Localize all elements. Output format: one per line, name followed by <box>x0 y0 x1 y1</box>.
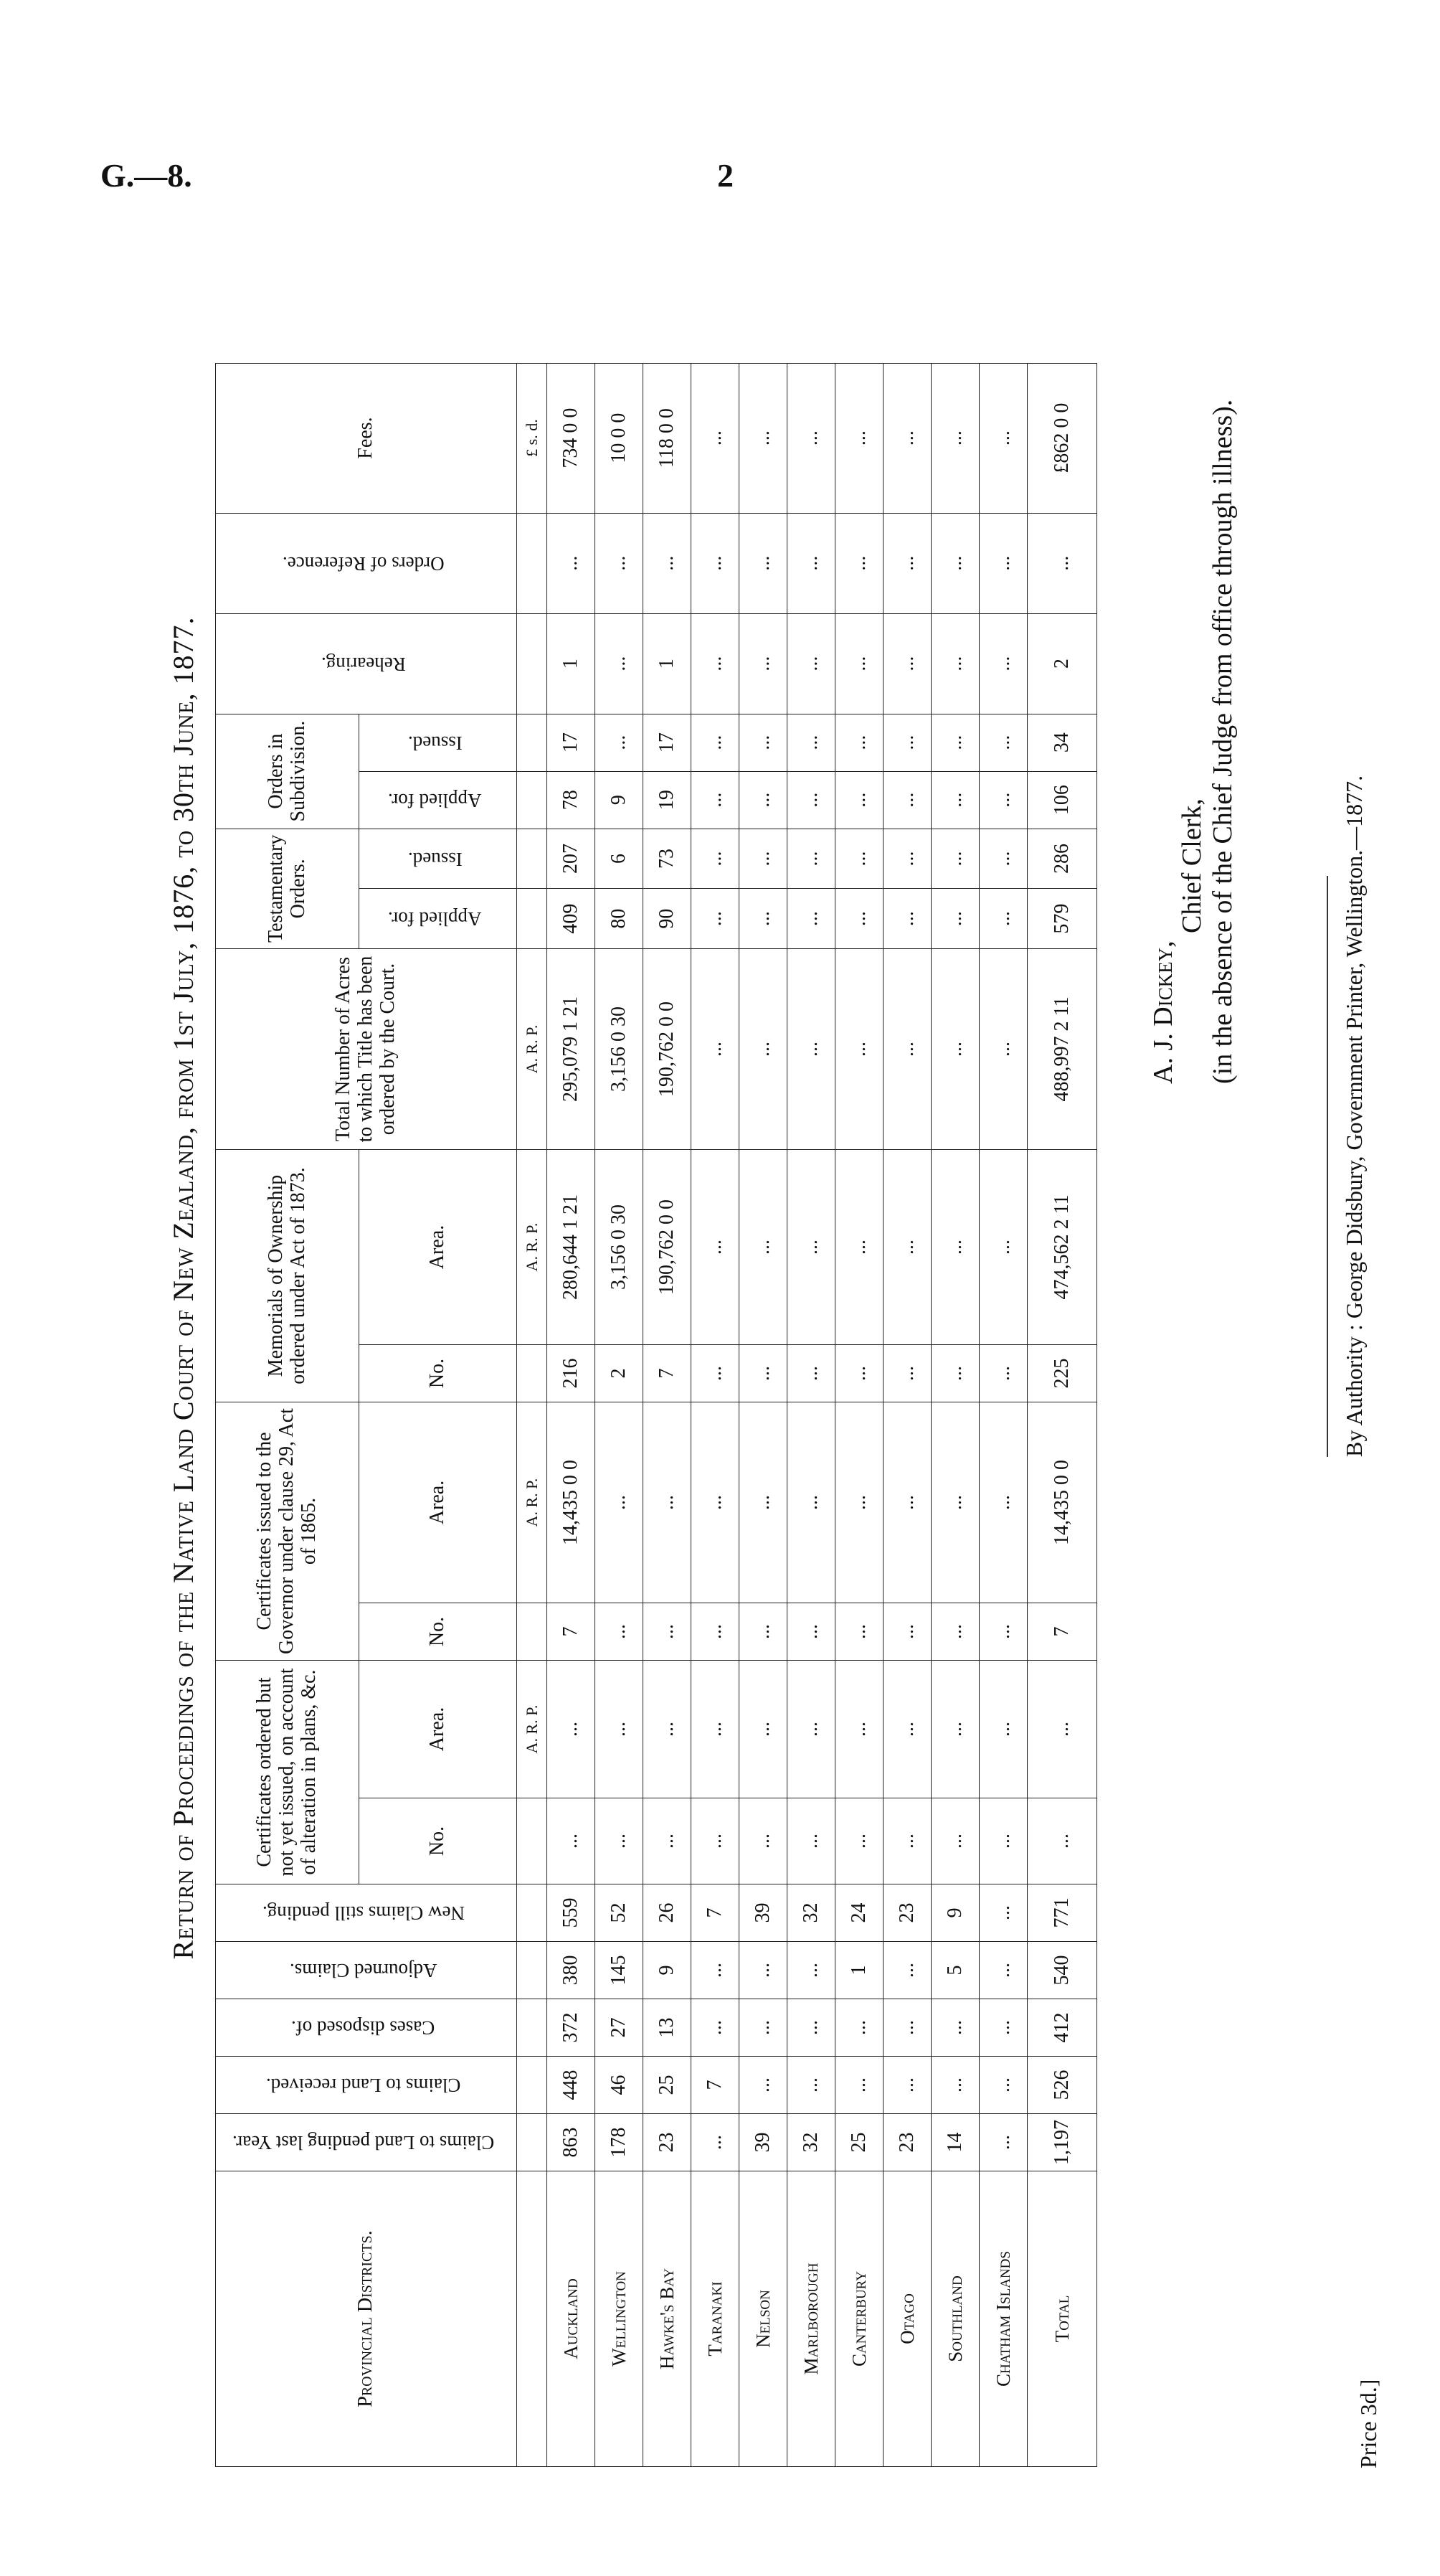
cell-gov-area: ... <box>980 1402 1028 1603</box>
district-name: Wellington <box>595 2171 643 2467</box>
cell-sub-issued: ... <box>787 714 835 771</box>
cell-mem-no: ... <box>835 1345 884 1402</box>
cell-pending: 178 <box>595 2114 643 2171</box>
cell-new-pending: 559 <box>547 1884 595 1942</box>
cell-total-area: ... <box>980 949 1028 1150</box>
cell-sub-issued: ... <box>739 714 787 771</box>
cell-disposed: ... <box>691 1999 739 2057</box>
cell-cert-no: ... <box>835 1798 884 1884</box>
col-testamentary: Testamentary Orders. <box>216 829 359 948</box>
cell-rehearing: 1 <box>547 613 595 714</box>
cell-gov-area: ... <box>932 1402 980 1603</box>
cell-reference: ... <box>980 513 1028 613</box>
col-disposed-head <box>216 1999 517 2057</box>
col-received-head <box>216 2057 517 2114</box>
signature-role: Chief Clerk, <box>1177 798 1207 933</box>
cell-pending: 23 <box>884 2114 932 2171</box>
cell-test-issued: ... <box>884 829 932 889</box>
col-districts: Provincial Districts. <box>216 2171 517 2467</box>
cell-mem-no: ... <box>932 1345 980 1402</box>
cell-new-pending: 23 <box>884 1884 932 1942</box>
cell-adjourned: 5 <box>932 1942 980 1999</box>
cell-cert-no: ... <box>691 1798 739 1884</box>
cell-received: 526 <box>1028 2057 1097 2114</box>
cell-sub-issued: ... <box>595 714 643 771</box>
cell-reference: ... <box>643 513 691 613</box>
district-name: Canterbury <box>835 2171 884 2467</box>
cell-gov-area: ... <box>739 1402 787 1603</box>
col-cert-ordered: Certificates ordered but not yet issued, on account of alteration in plans, &c. <box>216 1661 359 1884</box>
cell-cert-area: ... <box>595 1661 643 1798</box>
cell-new-pending: 9 <box>932 1884 980 1942</box>
col-adjourned: Adjourned Claims. <box>289 1960 437 1982</box>
cell-new-pending: 7 <box>691 1884 739 1942</box>
cell-mem-area: ... <box>980 1150 1028 1345</box>
cell-fees: 734 0 0 <box>547 363 595 513</box>
cell-new-pending: 771 <box>1028 1884 1097 1942</box>
cell-test-issued: 207 <box>547 829 595 889</box>
cell-gov-no: ... <box>787 1603 835 1661</box>
col-total-acres: Total Number of Acres to which Title has been ordered by the Court. <box>216 949 517 1150</box>
table-row <box>643 363 691 2466</box>
price-note: Price 3d.] <box>1355 2379 1381 2468</box>
cell-received: 25 <box>643 2057 691 2114</box>
cell-cert-area: ... <box>787 1661 835 1798</box>
col-cert-governor: Certificates issued to the Governor under clause 29, Act of 1865. <box>216 1402 359 1661</box>
cell-gov-no: 7 <box>547 1603 595 1661</box>
cell-mem-no: ... <box>739 1345 787 1402</box>
cell-test-applied: 409 <box>547 889 595 949</box>
cell-test-issued: 73 <box>643 829 691 889</box>
col-mem-no: No. <box>359 1345 517 1402</box>
cell-fees: ... <box>884 363 932 513</box>
col-adjourned-head <box>216 1942 517 1999</box>
cell-sub-applied: 19 <box>643 771 691 829</box>
cell-sub-issued: ... <box>980 714 1028 771</box>
cell-cert-no: ... <box>980 1798 1028 1884</box>
unit-total-area: A. R. P. <box>517 949 547 1150</box>
cell-total-area: ... <box>739 949 787 1150</box>
table-row <box>787 363 835 2466</box>
cell-received: ... <box>787 2057 835 2114</box>
district-name: Otago <box>884 2171 932 2467</box>
cell-cert-no: ... <box>1028 1798 1097 1884</box>
cell-sub-applied: 106 <box>1028 771 1097 829</box>
cell-sub-issued: ... <box>884 714 932 771</box>
cell-test-issued: ... <box>835 829 884 889</box>
printer-imprint: By Authority : George Didsbury, Government Printer, Wellington.—1877. <box>1341 775 1367 1457</box>
col-pending: Claims to Land pending last Year. <box>232 2132 495 2154</box>
cell-received: 46 <box>595 2057 643 2114</box>
cell-cert-area: ... <box>884 1661 932 1798</box>
unit-cert-area: A. R. P. <box>517 1661 547 1798</box>
cell-gov-no: 7 <box>1028 1603 1097 1661</box>
cell-reference: ... <box>547 513 595 613</box>
cell-fees: 10 0 0 <box>595 363 643 513</box>
cell-cert-no: ... <box>643 1798 691 1884</box>
cell-total-area: ... <box>835 949 884 1150</box>
cell-disposed: ... <box>932 1999 980 2057</box>
cell-received: ... <box>980 2057 1028 2114</box>
cell-mem-no: ... <box>787 1345 835 1402</box>
col-cert-no: No. <box>359 1798 517 1884</box>
cell-reference: ... <box>932 513 980 613</box>
table-title: Return of Proceedings of the Native Land Court of New Zealand, from 1st July, 1876, to 30th June, 1877. <box>167 616 199 1960</box>
col-rehearing-head <box>216 613 517 714</box>
cell-gov-area: ... <box>787 1402 835 1603</box>
cell-pending: ... <box>691 2114 739 2171</box>
cell-cert-area: ... <box>980 1661 1028 1798</box>
cell-new-pending: 26 <box>643 1884 691 1942</box>
cell-mem-area: ... <box>884 1150 932 1345</box>
col-test-applied-head <box>359 889 517 949</box>
col-rehearing: Rehearing. <box>321 653 406 675</box>
cell-adjourned: ... <box>884 1942 932 1999</box>
cell-cert-area: ... <box>932 1661 980 1798</box>
cell-gov-no: ... <box>643 1603 691 1661</box>
cell-total-area: ... <box>884 949 932 1150</box>
cell-reference: ... <box>739 513 787 613</box>
cell-disposed: ... <box>980 1999 1028 2057</box>
cell-rehearing: ... <box>932 613 980 714</box>
cell-total-area: 190,762 0 0 <box>643 949 691 1150</box>
cell-mem-area: 190,762 0 0 <box>643 1150 691 1345</box>
cell-gov-no: ... <box>980 1603 1028 1661</box>
cell-gov-no: ... <box>932 1603 980 1661</box>
cell-sub-applied: ... <box>739 771 787 829</box>
cell-adjourned: 9 <box>643 1942 691 1999</box>
cell-mem-area: ... <box>835 1150 884 1345</box>
cell-rehearing: 2 <box>1028 613 1097 714</box>
page-number: 2 <box>717 157 734 194</box>
cell-reference: ... <box>1028 513 1097 613</box>
cell-total-area: ... <box>787 949 835 1150</box>
col-gov-no: No. <box>359 1603 517 1661</box>
unit-mem-area: A. R. P. <box>517 1150 547 1345</box>
cell-sub-applied: ... <box>787 771 835 829</box>
cell-fees: ... <box>932 363 980 513</box>
table-row <box>739 363 787 2466</box>
cell-test-applied: 579 <box>1028 889 1097 949</box>
cell-disposed: 13 <box>643 1999 691 2057</box>
col-reference-head <box>216 513 517 613</box>
cell-test-issued: ... <box>787 829 835 889</box>
cell-mem-no: ... <box>884 1345 932 1402</box>
col-new-pending: New Claims still pending. <box>262 1902 465 1925</box>
cell-pending: 14 <box>932 2114 980 2171</box>
cell-cert-no: ... <box>595 1798 643 1884</box>
cell-cert-no: ... <box>932 1798 980 1884</box>
cell-gov-area: ... <box>835 1402 884 1603</box>
cell-disposed: ... <box>739 1999 787 2057</box>
cell-cert-area: ... <box>547 1661 595 1798</box>
cell-reference: ... <box>835 513 884 613</box>
cell-rehearing: ... <box>739 613 787 714</box>
col-sub-applied: Applied for. <box>388 789 482 811</box>
cell-fees: ... <box>980 363 1028 513</box>
cell-sub-applied: ... <box>932 771 980 829</box>
cell-test-issued: ... <box>739 829 787 889</box>
col-mem-area: Area. <box>359 1150 517 1345</box>
col-test-issued-head <box>359 829 517 889</box>
cell-adjourned: 145 <box>595 1942 643 1999</box>
cell-sub-issued: 34 <box>1028 714 1097 771</box>
cell-sub-applied: ... <box>691 771 739 829</box>
cell-fees: ... <box>691 363 739 513</box>
cell-cert-area: ... <box>739 1661 787 1798</box>
cell-mem-no: ... <box>980 1345 1028 1402</box>
cell-new-pending: 52 <box>595 1884 643 1942</box>
cell-test-applied: ... <box>932 889 980 949</box>
cell-test-applied: ... <box>787 889 835 949</box>
cell-test-applied: 90 <box>643 889 691 949</box>
signature-note: (in the absence of the Chief Judge from office through illness). <box>1208 399 1238 1084</box>
cell-new-pending: 39 <box>739 1884 787 1942</box>
cell-adjourned: 540 <box>1028 1942 1097 1999</box>
col-subdivision: Orders in Subdivision. <box>216 714 359 829</box>
district-name: Marlborough <box>787 2171 835 2467</box>
col-received: Claims to Land received. <box>265 2075 461 2097</box>
signature-name: A. J. Dickey, <box>1148 940 1178 1084</box>
cell-sub-issued: 17 <box>547 714 595 771</box>
cell-gov-area: 14,435 0 0 <box>1028 1402 1097 1603</box>
district-name: Total <box>1028 2171 1097 2467</box>
unit-fees: £ s. d. <box>517 363 547 513</box>
cell-mem-no: 225 <box>1028 1345 1097 1402</box>
cell-total-area: ... <box>932 949 980 1150</box>
cell-rehearing: ... <box>884 613 932 714</box>
cell-received: ... <box>932 2057 980 2114</box>
cell-fees: £862 0 0 <box>1028 363 1097 513</box>
cell-cert-no: ... <box>787 1798 835 1884</box>
cell-mem-area: ... <box>739 1150 787 1345</box>
cell-test-applied: ... <box>835 889 884 949</box>
table-row <box>547 363 595 2466</box>
cell-gov-no: ... <box>884 1603 932 1661</box>
cell-reference: ... <box>884 513 932 613</box>
cell-test-applied: ... <box>884 889 932 949</box>
cell-gov-area: 14,435 0 0 <box>547 1402 595 1603</box>
cell-mem-no: 2 <box>595 1345 643 1402</box>
district-name: Taranaki <box>691 2171 739 2467</box>
cell-pending: 1,197 <box>1028 2114 1097 2171</box>
cell-rehearing: ... <box>835 613 884 714</box>
cell-total-area: ... <box>691 949 739 1150</box>
cell-mem-area: 474,562 2 11 <box>1028 1150 1097 1345</box>
cell-pending: 32 <box>787 2114 835 2171</box>
cell-cert-area: ... <box>691 1661 739 1798</box>
cell-cert-area: ... <box>835 1661 884 1798</box>
cell-received: ... <box>884 2057 932 2114</box>
cell-pending: 23 <box>643 2114 691 2171</box>
cell-mem-area: ... <box>691 1150 739 1345</box>
table-row <box>884 363 932 2466</box>
cell-test-issued: ... <box>980 829 1028 889</box>
cell-adjourned: ... <box>980 1942 1028 1999</box>
cell-test-issued: ... <box>932 829 980 889</box>
cell-fees: ... <box>787 363 835 513</box>
cell-mem-area: 3,156 0 30 <box>595 1150 643 1345</box>
cell-reference: ... <box>691 513 739 613</box>
cell-gov-area: ... <box>595 1402 643 1603</box>
col-reference: Orders of Reference. <box>282 552 445 575</box>
table-row <box>691 363 739 2466</box>
col-sub-applied-head <box>359 771 517 829</box>
cell-test-applied: ... <box>691 889 739 949</box>
cell-fees: ... <box>739 363 787 513</box>
cell-test-applied: ... <box>739 889 787 949</box>
unit-gov-area: A. R. P. <box>517 1402 547 1603</box>
cell-sub-issued: ... <box>932 714 980 771</box>
cell-gov-no: ... <box>835 1603 884 1661</box>
cell-gov-area: ... <box>691 1402 739 1603</box>
cell-rehearing: 1 <box>643 613 691 714</box>
col-memorials: Memorials of Ownership ordered under Act of 1873. <box>216 1150 359 1402</box>
cell-sub-applied: 9 <box>595 771 643 829</box>
cell-test-applied: 80 <box>595 889 643 949</box>
table-row <box>835 363 884 2466</box>
cell-total-area: 3,156 0 30 <box>595 949 643 1150</box>
col-cert-area: Area. <box>359 1661 517 1798</box>
cell-pending: ... <box>980 2114 1028 2171</box>
cell-gov-no: ... <box>739 1603 787 1661</box>
cell-sub-applied: 78 <box>547 771 595 829</box>
cell-adjourned: 1 <box>835 1942 884 1999</box>
total-row <box>1028 363 1097 2466</box>
cell-sub-issued: ... <box>835 714 884 771</box>
cell-pending: 39 <box>739 2114 787 2171</box>
table-row <box>595 363 643 2466</box>
cell-adjourned: ... <box>691 1942 739 1999</box>
return-table <box>215 363 1097 2467</box>
cell-reference: ... <box>787 513 835 613</box>
cell-sub-applied: ... <box>980 771 1028 829</box>
cell-pending: 25 <box>835 2114 884 2171</box>
cell-cert-no: ... <box>884 1798 932 1884</box>
cell-gov-no: ... <box>691 1603 739 1661</box>
cell-gov-no: ... <box>595 1603 643 1661</box>
cell-rehearing: ... <box>787 613 835 714</box>
imprint-rule <box>1327 876 1328 1457</box>
cell-test-issued: 286 <box>1028 829 1097 889</box>
cell-gov-area: ... <box>643 1402 691 1603</box>
table-row <box>980 363 1028 2466</box>
table-row <box>932 363 980 2466</box>
district-name: Southland <box>932 2171 980 2467</box>
cell-total-area: 295,079 1 21 <box>547 949 595 1150</box>
cell-mem-area: 280,644 1 21 <box>547 1150 595 1345</box>
cell-total-area: 488,997 2 11 <box>1028 949 1097 1150</box>
units-spacer <box>517 2171 547 2467</box>
cell-disposed: 412 <box>1028 1999 1097 2057</box>
district-name: Nelson <box>739 2171 787 2467</box>
cell-mem-no: 216 <box>547 1345 595 1402</box>
col-disposed: Cases disposed of. <box>291 2017 435 2039</box>
cell-received: 448 <box>547 2057 595 2114</box>
col-new-pending-head <box>216 1884 517 1942</box>
cell-sub-issued: ... <box>691 714 739 771</box>
cell-fees: 118 0 0 <box>643 363 691 513</box>
cell-disposed: ... <box>884 1999 932 2057</box>
cell-cert-area: ... <box>643 1661 691 1798</box>
cell-test-issued: ... <box>691 829 739 889</box>
col-test-issued: Issued. <box>407 848 463 870</box>
cell-received: 7 <box>691 2057 739 2114</box>
cell-cert-no: ... <box>739 1798 787 1884</box>
cell-cert-no: ... <box>547 1798 595 1884</box>
col-test-applied: Applied for. <box>388 908 482 930</box>
district-name: Auckland <box>547 2171 595 2467</box>
cell-mem-no: ... <box>691 1345 739 1402</box>
col-pending-head <box>216 2114 517 2171</box>
cell-fees: ... <box>835 363 884 513</box>
document-reference: G.—8. <box>100 157 192 194</box>
cell-new-pending: 32 <box>787 1884 835 1942</box>
cell-disposed: ... <box>835 1999 884 2057</box>
cell-sub-issued: 17 <box>643 714 691 771</box>
cell-rehearing: ... <box>980 613 1028 714</box>
cell-cert-area: ... <box>1028 1661 1097 1798</box>
district-name: Chatham Islands <box>980 2171 1028 2467</box>
cell-reference: ... <box>595 513 643 613</box>
cell-disposed: 27 <box>595 1999 643 2057</box>
cell-disposed: ... <box>787 1999 835 2057</box>
cell-sub-applied: ... <box>835 771 884 829</box>
cell-adjourned: ... <box>739 1942 787 1999</box>
col-fees: Fees. <box>216 363 517 513</box>
cell-adjourned: 380 <box>547 1942 595 1999</box>
cell-test-issued: 6 <box>595 829 643 889</box>
cell-sub-applied: ... <box>884 771 932 829</box>
col-sub-issued-head <box>359 714 517 771</box>
cell-gov-area: ... <box>884 1402 932 1603</box>
cell-mem-no: 7 <box>643 1345 691 1402</box>
cell-test-applied: ... <box>980 889 1028 949</box>
cell-new-pending: 24 <box>835 1884 884 1942</box>
cell-received: ... <box>835 2057 884 2114</box>
col-gov-area: Area. <box>359 1402 517 1603</box>
district-name: Hawke's Bay <box>643 2171 691 2467</box>
cell-disposed: 372 <box>547 1999 595 2057</box>
cell-rehearing: ... <box>691 613 739 714</box>
cell-received: ... <box>739 2057 787 2114</box>
cell-new-pending: ... <box>980 1884 1028 1942</box>
cell-pending: 863 <box>547 2114 595 2171</box>
cell-rehearing: ... <box>595 613 643 714</box>
cell-adjourned: ... <box>787 1942 835 1999</box>
col-sub-issued: Issued. <box>407 732 463 754</box>
cell-mem-area: ... <box>787 1150 835 1345</box>
cell-mem-area: ... <box>932 1150 980 1345</box>
